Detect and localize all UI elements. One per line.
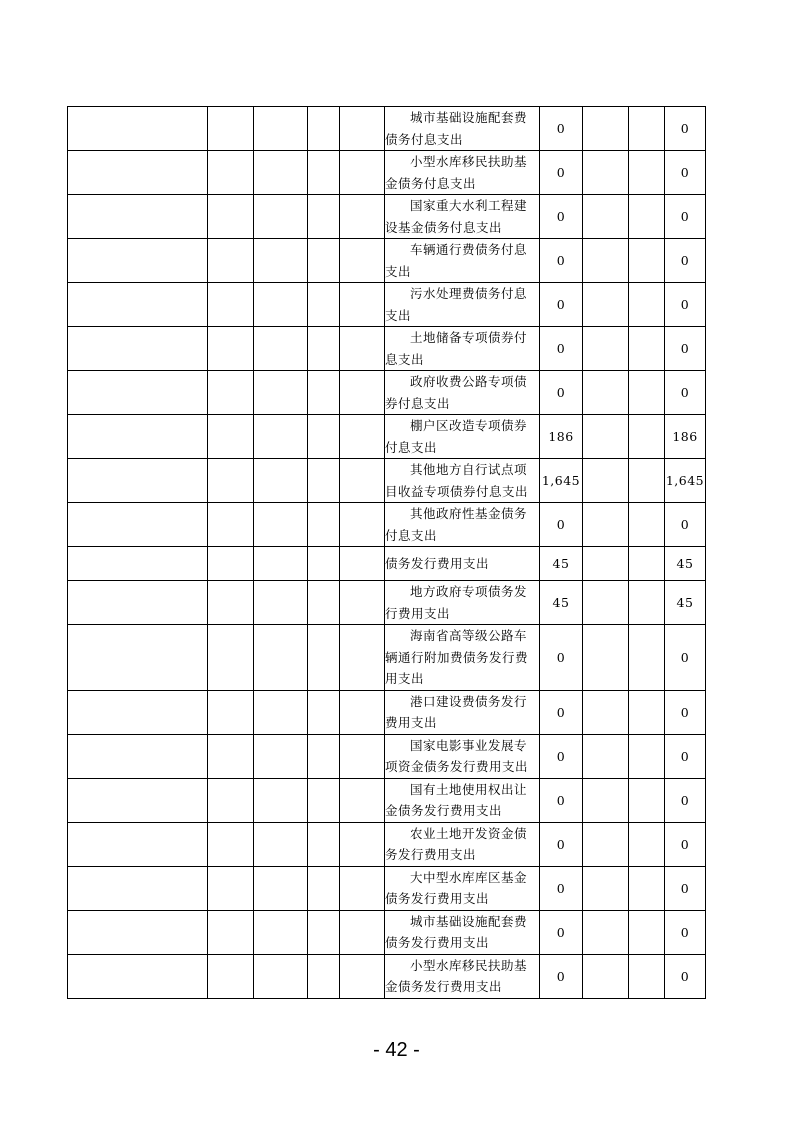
item-name-cell: 国家电影事业发展专项资金债务发行费用支出	[385, 734, 540, 778]
total-cell: 0	[665, 371, 706, 415]
item-name-cell: 其他地方自行试点项目收益专项债券付息支出	[385, 459, 540, 503]
code-cell	[68, 459, 208, 503]
item-name-cell: 车辆通行费债务付息支出	[385, 239, 540, 283]
item-name-cell: 土地储备专项债券付息支出	[385, 327, 540, 371]
total-cell: 1,645	[665, 459, 706, 503]
empty-cell	[629, 822, 665, 866]
code-cell	[68, 151, 208, 195]
item-name-cell: 国有土地使用权出让金债务发行费用支出	[385, 778, 540, 822]
empty-cell	[208, 239, 254, 283]
empty-cell	[254, 954, 308, 998]
empty-cell	[308, 327, 340, 371]
empty-cell	[308, 107, 340, 151]
empty-cell	[340, 107, 385, 151]
empty-cell	[254, 547, 308, 581]
empty-cell	[208, 459, 254, 503]
table-row	[68, 954, 706, 998]
total-cell: 0	[665, 151, 706, 195]
budget-table	[67, 106, 706, 999]
total-cell: 0	[665, 778, 706, 822]
item-name-cell: 地方政府专项债务发行费用支出	[385, 581, 540, 625]
code-cell	[68, 327, 208, 371]
empty-cell	[340, 239, 385, 283]
empty-cell	[629, 283, 665, 327]
item-name-cell: 其他政府性基金债务付息支出	[385, 503, 540, 547]
empty-cell	[583, 822, 629, 866]
empty-cell	[340, 151, 385, 195]
table-body	[68, 107, 706, 999]
empty-cell	[340, 581, 385, 625]
empty-cell	[308, 822, 340, 866]
empty-cell	[254, 625, 308, 691]
empty-cell	[308, 954, 340, 998]
empty-cell	[208, 107, 254, 151]
item-name-cell: 国家重大水利工程建设基金债务付息支出	[385, 195, 540, 239]
empty-cell	[208, 625, 254, 691]
item-name-cell: 污水处理费债务付息支出	[385, 283, 540, 327]
table-row	[68, 910, 706, 954]
empty-cell	[629, 625, 665, 691]
code-cell	[68, 954, 208, 998]
empty-cell	[629, 371, 665, 415]
amount-cell: 45	[540, 547, 583, 581]
table-row	[68, 866, 706, 910]
total-cell: 45	[665, 581, 706, 625]
empty-cell	[629, 107, 665, 151]
total-cell: 0	[665, 283, 706, 327]
empty-cell	[583, 415, 629, 459]
empty-cell	[583, 459, 629, 503]
empty-cell	[340, 503, 385, 547]
total-cell: 0	[665, 503, 706, 547]
empty-cell	[583, 910, 629, 954]
empty-cell	[308, 151, 340, 195]
empty-cell	[583, 503, 629, 547]
total-cell: 0	[665, 734, 706, 778]
empty-cell	[583, 581, 629, 625]
code-cell	[68, 283, 208, 327]
amount-cell: 0	[540, 954, 583, 998]
empty-cell	[208, 151, 254, 195]
empty-cell	[254, 778, 308, 822]
empty-cell	[583, 690, 629, 734]
code-cell	[68, 822, 208, 866]
empty-cell	[340, 822, 385, 866]
table-row	[68, 625, 706, 691]
empty-cell	[629, 151, 665, 195]
empty-cell	[340, 778, 385, 822]
page-number: - 42 -	[373, 1039, 420, 1061]
empty-cell	[340, 371, 385, 415]
empty-cell	[254, 734, 308, 778]
total-cell: 45	[665, 547, 706, 581]
empty-cell	[583, 151, 629, 195]
empty-cell	[208, 547, 254, 581]
amount-cell: 0	[540, 195, 583, 239]
empty-cell	[208, 195, 254, 239]
empty-cell	[629, 910, 665, 954]
empty-cell	[208, 954, 254, 998]
empty-cell	[254, 581, 308, 625]
empty-cell	[308, 581, 340, 625]
item-name-cell: 大中型水库库区基金债务发行费用支出	[385, 866, 540, 910]
empty-cell	[340, 459, 385, 503]
empty-cell	[254, 151, 308, 195]
empty-cell	[208, 690, 254, 734]
code-cell	[68, 910, 208, 954]
amount-cell: 0	[540, 151, 583, 195]
amount-cell: 0	[540, 625, 583, 691]
total-cell: 0	[665, 625, 706, 691]
amount-cell: 0	[540, 734, 583, 778]
empty-cell	[629, 547, 665, 581]
empty-cell	[208, 778, 254, 822]
table-row	[68, 327, 706, 371]
empty-cell	[254, 690, 308, 734]
empty-cell	[340, 690, 385, 734]
empty-cell	[208, 327, 254, 371]
empty-cell	[583, 327, 629, 371]
table-row	[68, 822, 706, 866]
amount-cell: 0	[540, 371, 583, 415]
empty-cell	[254, 195, 308, 239]
empty-cell	[254, 503, 308, 547]
code-cell	[68, 503, 208, 547]
item-name-cell: 港口建设费债务发行费用支出	[385, 690, 540, 734]
empty-cell	[340, 954, 385, 998]
item-name-cell: 债务发行费用支出	[385, 547, 540, 581]
empty-cell	[583, 866, 629, 910]
empty-cell	[254, 371, 308, 415]
table-row	[68, 581, 706, 625]
empty-cell	[254, 459, 308, 503]
amount-cell: 0	[540, 503, 583, 547]
item-name-cell: 政府收费公路专项债券付息支出	[385, 371, 540, 415]
item-name-cell: 小型水库移民扶助基金债务付息支出	[385, 151, 540, 195]
amount-cell: 0	[540, 822, 583, 866]
empty-cell	[629, 734, 665, 778]
item-name-cell: 棚户区改造专项债券付息支出	[385, 415, 540, 459]
empty-cell	[583, 283, 629, 327]
table-row	[68, 239, 706, 283]
amount-cell: 0	[540, 690, 583, 734]
empty-cell	[208, 503, 254, 547]
table-row	[68, 690, 706, 734]
total-cell: 0	[665, 690, 706, 734]
code-cell	[68, 107, 208, 151]
code-cell	[68, 239, 208, 283]
empty-cell	[629, 690, 665, 734]
empty-cell	[340, 910, 385, 954]
empty-cell	[340, 734, 385, 778]
amount-cell: 0	[540, 327, 583, 371]
item-name-cell: 城市基础设施配套费债务发行费用支出	[385, 910, 540, 954]
empty-cell	[208, 283, 254, 327]
code-cell	[68, 195, 208, 239]
table-row	[68, 503, 706, 547]
empty-cell	[308, 734, 340, 778]
amount-cell: 186	[540, 415, 583, 459]
empty-cell	[340, 283, 385, 327]
total-cell: 0	[665, 866, 706, 910]
empty-cell	[208, 371, 254, 415]
total-cell: 0	[665, 954, 706, 998]
empty-cell	[208, 581, 254, 625]
total-cell: 0	[665, 195, 706, 239]
empty-cell	[208, 866, 254, 910]
empty-cell	[629, 581, 665, 625]
code-cell	[68, 581, 208, 625]
amount-cell: 0	[540, 239, 583, 283]
empty-cell	[308, 283, 340, 327]
table-row	[68, 778, 706, 822]
empty-cell	[254, 415, 308, 459]
empty-cell	[629, 459, 665, 503]
empty-cell	[583, 195, 629, 239]
empty-cell	[583, 371, 629, 415]
amount-cell: 0	[540, 866, 583, 910]
empty-cell	[629, 503, 665, 547]
table-row	[68, 371, 706, 415]
amount-cell: 1,645	[540, 459, 583, 503]
empty-cell	[583, 734, 629, 778]
empty-cell	[340, 327, 385, 371]
empty-cell	[340, 547, 385, 581]
empty-cell	[629, 327, 665, 371]
empty-cell	[583, 954, 629, 998]
empty-cell	[308, 625, 340, 691]
empty-cell	[583, 239, 629, 283]
code-cell	[68, 778, 208, 822]
item-name-cell: 小型水库移民扶助基金债务发行费用支出	[385, 954, 540, 998]
empty-cell	[308, 547, 340, 581]
code-cell	[68, 866, 208, 910]
empty-cell	[629, 954, 665, 998]
table-row	[68, 151, 706, 195]
amount-cell: 0	[540, 283, 583, 327]
empty-cell	[254, 283, 308, 327]
item-name-cell: 农业土地开发资金债务发行费用支出	[385, 822, 540, 866]
empty-cell	[254, 107, 308, 151]
empty-cell	[254, 822, 308, 866]
empty-cell	[308, 690, 340, 734]
empty-cell	[254, 239, 308, 283]
empty-cell	[583, 778, 629, 822]
empty-cell	[254, 327, 308, 371]
total-cell: 0	[665, 239, 706, 283]
empty-cell	[583, 547, 629, 581]
code-cell	[68, 371, 208, 415]
total-cell: 0	[665, 107, 706, 151]
empty-cell	[208, 822, 254, 866]
empty-cell	[340, 195, 385, 239]
empty-cell	[254, 910, 308, 954]
empty-cell	[340, 625, 385, 691]
empty-cell	[208, 415, 254, 459]
empty-cell	[308, 778, 340, 822]
table-row	[68, 547, 706, 581]
empty-cell	[308, 910, 340, 954]
empty-cell	[583, 625, 629, 691]
amount-cell: 45	[540, 581, 583, 625]
code-cell	[68, 690, 208, 734]
amount-cell: 0	[540, 910, 583, 954]
item-name-cell: 海南省高等级公路车辆通行附加费债务发行费用支出	[385, 625, 540, 691]
code-cell	[68, 547, 208, 581]
empty-cell	[629, 239, 665, 283]
empty-cell	[629, 195, 665, 239]
table-row	[68, 415, 706, 459]
amount-cell: 0	[540, 107, 583, 151]
table-row	[68, 283, 706, 327]
total-cell: 186	[665, 415, 706, 459]
empty-cell	[308, 459, 340, 503]
empty-cell	[629, 778, 665, 822]
empty-cell	[308, 239, 340, 283]
empty-cell	[340, 415, 385, 459]
empty-cell	[629, 866, 665, 910]
empty-cell	[308, 195, 340, 239]
code-cell	[68, 625, 208, 691]
table-row	[68, 195, 706, 239]
total-cell: 0	[665, 910, 706, 954]
empty-cell	[208, 734, 254, 778]
total-cell: 0	[665, 822, 706, 866]
empty-cell	[340, 866, 385, 910]
code-cell	[68, 734, 208, 778]
empty-cell	[308, 371, 340, 415]
empty-cell	[629, 415, 665, 459]
table-row	[68, 459, 706, 503]
empty-cell	[254, 866, 308, 910]
empty-cell	[308, 415, 340, 459]
empty-cell	[308, 503, 340, 547]
code-cell	[68, 415, 208, 459]
table-row	[68, 734, 706, 778]
table-row	[68, 107, 706, 151]
item-name-cell: 城市基础设施配套费债务付息支出	[385, 107, 540, 151]
amount-cell: 0	[540, 778, 583, 822]
empty-cell	[583, 107, 629, 151]
total-cell: 0	[665, 327, 706, 371]
empty-cell	[208, 910, 254, 954]
empty-cell	[308, 866, 340, 910]
